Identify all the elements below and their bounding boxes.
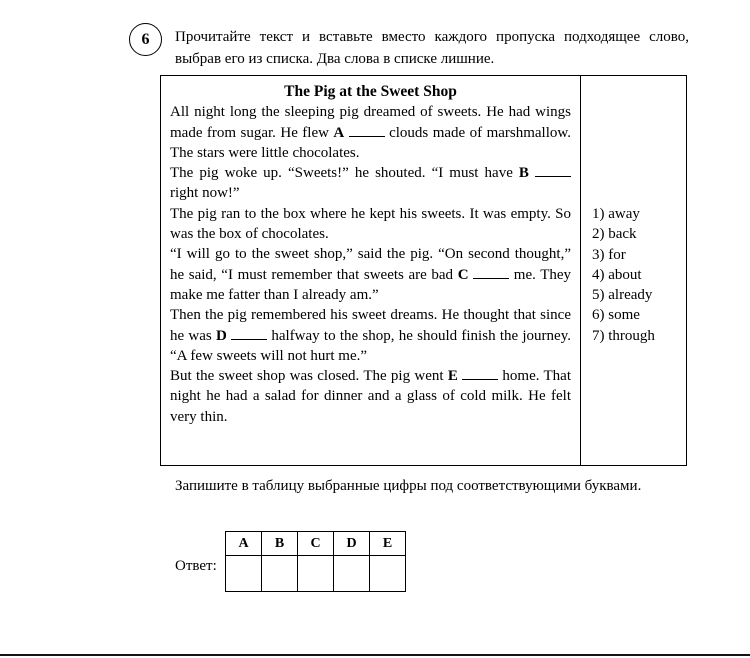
option-item: 7) through bbox=[592, 327, 655, 344]
passage-text: “I will go to the sweet shop,” said the pig. “On second thought,” he said, “I must remember that sweets are bad bbox=[170, 246, 571, 283]
answer-label: Ответ: bbox=[175, 558, 217, 574]
answer-column-header: B bbox=[262, 532, 298, 556]
passage-text: clouds made of marshmallow. The stars were little chocolates. bbox=[170, 124, 571, 161]
option-item: 6) some bbox=[592, 307, 640, 324]
passage-column bbox=[161, 76, 581, 465]
task-number-circle bbox=[129, 23, 162, 56]
passage-text: me. They make me fatter than I already am.” bbox=[170, 266, 572, 303]
fill-in-blank bbox=[462, 369, 498, 380]
option-item: 3) for bbox=[592, 246, 626, 263]
passage-paragraph bbox=[170, 204, 571, 245]
passage-paragraph bbox=[170, 102, 571, 163]
option-item: 2) back bbox=[592, 226, 637, 243]
answer-cell[interactable] bbox=[226, 556, 262, 592]
option-item: 5) already bbox=[592, 287, 653, 304]
answer-column-header: E bbox=[370, 532, 406, 556]
answer-instruction: Запишите в таблицу выбранные цифры под соответствующими буквами. bbox=[175, 478, 642, 494]
passage-body bbox=[170, 102, 571, 427]
fill-in-blank bbox=[349, 126, 385, 137]
answer-cell[interactable] bbox=[298, 556, 334, 592]
passage-text: But the sweet shop was closed. The pig went bbox=[170, 368, 448, 385]
page-edge-line bbox=[0, 654, 750, 656]
passage-text: home. That night he had a salad for dinner and a glass of cold milk. He felt very thin. bbox=[170, 368, 572, 425]
option-item: 4) about bbox=[592, 266, 642, 283]
options-list bbox=[581, 76, 686, 465]
fill-in-blank bbox=[473, 268, 509, 279]
passage-text: The pig ran to the box where he kept his sweets. It was empty. So was the box of chocolates. bbox=[170, 205, 571, 243]
passage-paragraph bbox=[170, 366, 571, 427]
passage-text: halfway to the shop, he should finish the journey. “A few sweets will not hurt me.” bbox=[170, 327, 571, 364]
passage-title: The Pig at the Sweet Shop bbox=[284, 83, 457, 100]
answer-table bbox=[225, 531, 406, 592]
passage-text: All night long the sleeping pig dreamed of sweets. He had wings made from sugar. He flew bbox=[170, 104, 571, 141]
blank-letter-label: C bbox=[457, 266, 469, 283]
passage-paragraph bbox=[170, 305, 571, 366]
answer-cell[interactable] bbox=[334, 556, 370, 592]
answer-cell[interactable] bbox=[370, 556, 406, 592]
task-number: 6 bbox=[141, 30, 150, 48]
blank-letter-label: B bbox=[518, 165, 529, 182]
passage-text: Then the pig remembered his sweet dreams. He thought that since he was bbox=[170, 307, 571, 344]
answer-column-header: D bbox=[334, 532, 370, 556]
answer-column-header: A bbox=[226, 532, 262, 556]
option-item: 1) away bbox=[592, 206, 640, 222]
answer-cell[interactable] bbox=[262, 556, 298, 592]
fill-in-blank bbox=[231, 329, 267, 340]
blank-letter-label: D bbox=[216, 327, 227, 344]
passage-text: The pig woke up. “Sweets!” he shouted. “I must have bbox=[170, 165, 519, 182]
passage-box bbox=[160, 75, 687, 466]
passage-paragraph bbox=[170, 244, 571, 305]
answer-table-input-row bbox=[226, 556, 406, 592]
fill-in-blank bbox=[535, 166, 571, 177]
blank-letter-label: E bbox=[447, 368, 458, 385]
task-instruction: Прочитайте текст и вставьте вместо каждого пропуска подходящее слово, выбрав его из списка. Два слова в списке лишние. bbox=[175, 29, 689, 67]
passage-text: right now!” bbox=[170, 185, 240, 202]
blank-letter-label: A bbox=[333, 124, 345, 141]
passage-paragraph bbox=[170, 163, 571, 204]
answer-table-header-row bbox=[226, 532, 406, 556]
answer-column-header: C bbox=[298, 532, 334, 556]
